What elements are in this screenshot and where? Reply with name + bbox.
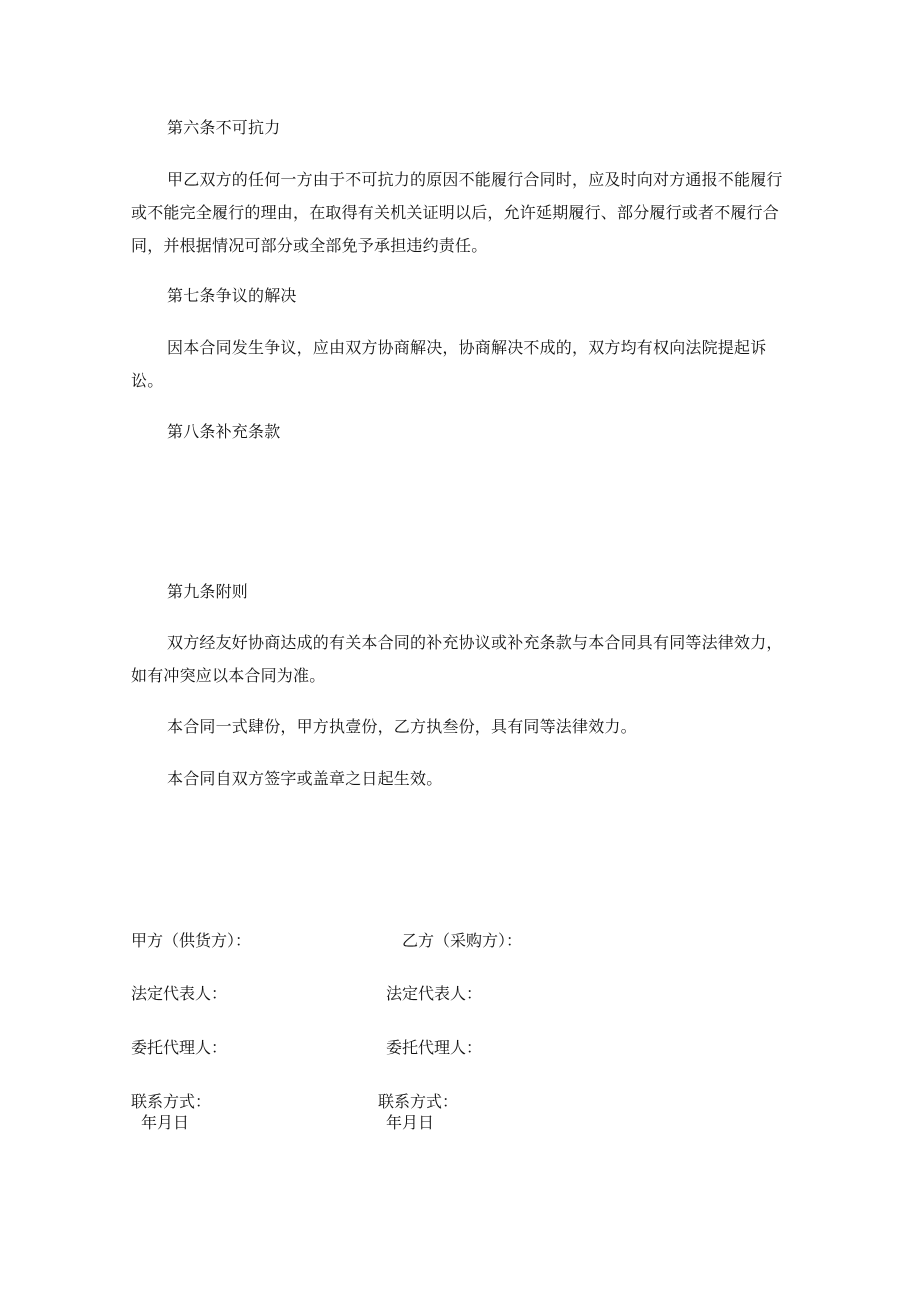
article-9-title: 第九条附则 bbox=[167, 582, 249, 601]
party-b-legal-rep: 法定代表人： bbox=[386, 984, 483, 1003]
party-a-date: 年月日 bbox=[141, 1113, 190, 1132]
article-8-title: 第八条补充条款 bbox=[167, 422, 281, 441]
article-7-title: 第七条争议的解决 bbox=[167, 286, 297, 305]
party-b-contact: 联系方式： bbox=[378, 1092, 459, 1111]
party-a-agent: 委托代理人： bbox=[131, 1038, 228, 1057]
party-a-contact: 联系方式： bbox=[131, 1092, 212, 1111]
article-6-title: 第六条不可抗力 bbox=[167, 118, 281, 137]
article-7-body: 因本合同发生争议，应由双方协商解决，协商解决不成的，双方均有权向法院提起诉讼。 bbox=[131, 338, 767, 390]
party-b-title: 乙方（采购方）： bbox=[402, 931, 523, 950]
party-b-date: 年月日 bbox=[386, 1113, 435, 1132]
party-a-legal-rep: 法定代表人： bbox=[131, 984, 228, 1003]
article-9-paragraph-1: 双方经友好协商达成的有关本合同的补充协议或补充条款与本合同具有同等法律效力，如有冲突应以本合同为准。 bbox=[131, 633, 783, 685]
article-9-paragraph-2: 本合同一式肆份，甲方执壹份，乙方执叁份，具有同等法律效力。 bbox=[167, 717, 637, 736]
party-b-agent: 委托代理人： bbox=[386, 1038, 483, 1057]
party-a-title: 甲方（供货方）： bbox=[131, 931, 252, 950]
article-9-paragraph-3: 本合同自双方签字或盖章之日起生效。 bbox=[167, 769, 443, 788]
article-6-body: 甲乙双方的任何一方由于不可抗力的原因不能履行合同时，应及时向对方通报不能履行或不能完全履行的理由，在取得有关机关证明以后，允许延期履行、部分履行或者不履行合同，并根据情况可部分或全部免予承担违约责任。 bbox=[131, 170, 783, 255]
